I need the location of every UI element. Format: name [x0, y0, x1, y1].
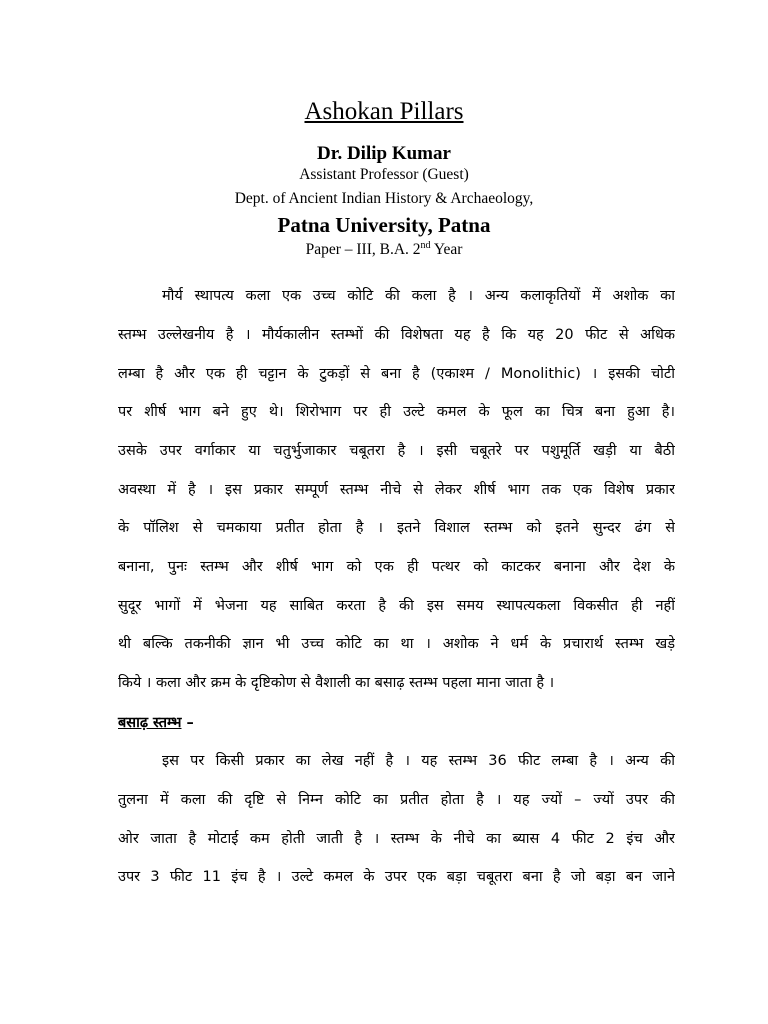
paragraph-1-line: मौर्य स्थापत्य कला एक उच्च कोटि की कला है । अन्य कलाकृतियों में अशोक का	[162, 288, 675, 304]
paragraph-1-line: बनाना, पुनः स्तम्भ और शीर्ष भाग को एक ही पत्थर को काटकर बनाना और देश के	[118, 559, 675, 575]
document-title: Ashokan Pillars	[304, 98, 464, 125]
university-name: Patna University, Patna	[277, 213, 491, 237]
paragraph-2-line: इस पर किसी प्रकार का लेख नहीं है । यह स्तम्भ 36 फीट लम्बा है । अन्य की	[162, 753, 675, 769]
author-role: Assistant Professor (Guest)	[299, 166, 469, 183]
paragraph-1-line: लम्बा है और एक ही चट्टान के टुकड़ों से बना है (एकाश्म / Monolithic) । इसकी चोटी	[118, 366, 675, 382]
paragraph-2-line: उपर 3 फीट 11 इंच है । उल्टे कमल के उपर एक बड़ा चबूतरा बना है जो बड़ा बन जाने	[118, 869, 675, 885]
department-name: Dept. of Ancient Indian History & Archaeology,	[234, 190, 534, 207]
paper-superscript: nd	[420, 240, 431, 251]
paragraph-2-line: ओर जाता है मोटाई कम होती जाती है । स्तम्भ के नीचे का ब्यास 4 फीट 2 इंच और	[118, 831, 675, 847]
paragraph-1-line: सुदूर भागों में भेजना यह साबित करता है की इस समय स्थापत्यकला विकसीत ही नहीं	[118, 598, 675, 614]
paragraph-2-line: तुलना में कला की दृष्टि से निम्न कोटि का प्रतीत होता है । यह ज्यों – ज्यों उपर की	[118, 792, 675, 808]
paragraph-1-line: उसके उपर वर्गाकार या चतुर्भुजाकार चबूतरा है । इसी चबूतरे पर पशुमूर्ति खड़ी या बैठी	[118, 443, 675, 459]
section-heading	[118, 713, 194, 733]
paper-info	[0, 240, 768, 259]
section-heading-label: बसाढ़ स्तम्भ	[118, 715, 182, 731]
paragraph-1-line: अवस्था में है । इस प्रकार सम्पूर्ण स्तम्भ नीचे से लेकर शीर्ष भाग तक एक विशेष प्रकार	[118, 482, 675, 498]
author-name: Dr. Dilip Kumar	[317, 143, 451, 164]
paragraph-1-line: स्तम्भ उल्लेखनीय है । मौर्यकालीन स्तम्भों की विशेषता यह है कि यह 20 फीट से अधिक	[118, 327, 675, 343]
paper-prefix: Paper – III, B.A. 2	[305, 241, 421, 259]
paper-suffix: Year	[430, 241, 463, 259]
paragraph-1-line: किये । कला और क्रम के दृष्टिकोण से वैशाली का बसाढ़ स्तम्भ पहला माना जाता है ।	[118, 675, 555, 691]
paragraph-1-line: पर शीर्ष भाग बने हुए थे। शिरोभाग पर ही उल्टे कमल के फूल का चित्र बना हुआ है।	[118, 404, 675, 420]
section-heading-dash: –	[181, 715, 194, 731]
paragraph-1-line: थी बल्कि तकनीकी ज्ञान भी उच्च कोटि का था । अशोक ने धर्म के प्रचारार्थ स्तम्भ खड़े	[118, 636, 675, 652]
paragraph-1-line: के पॉलिश से चमकाया प्रतीत होता है । इतने विशाल स्तम्भ को इतने सुन्दर ढंग से	[118, 520, 675, 536]
